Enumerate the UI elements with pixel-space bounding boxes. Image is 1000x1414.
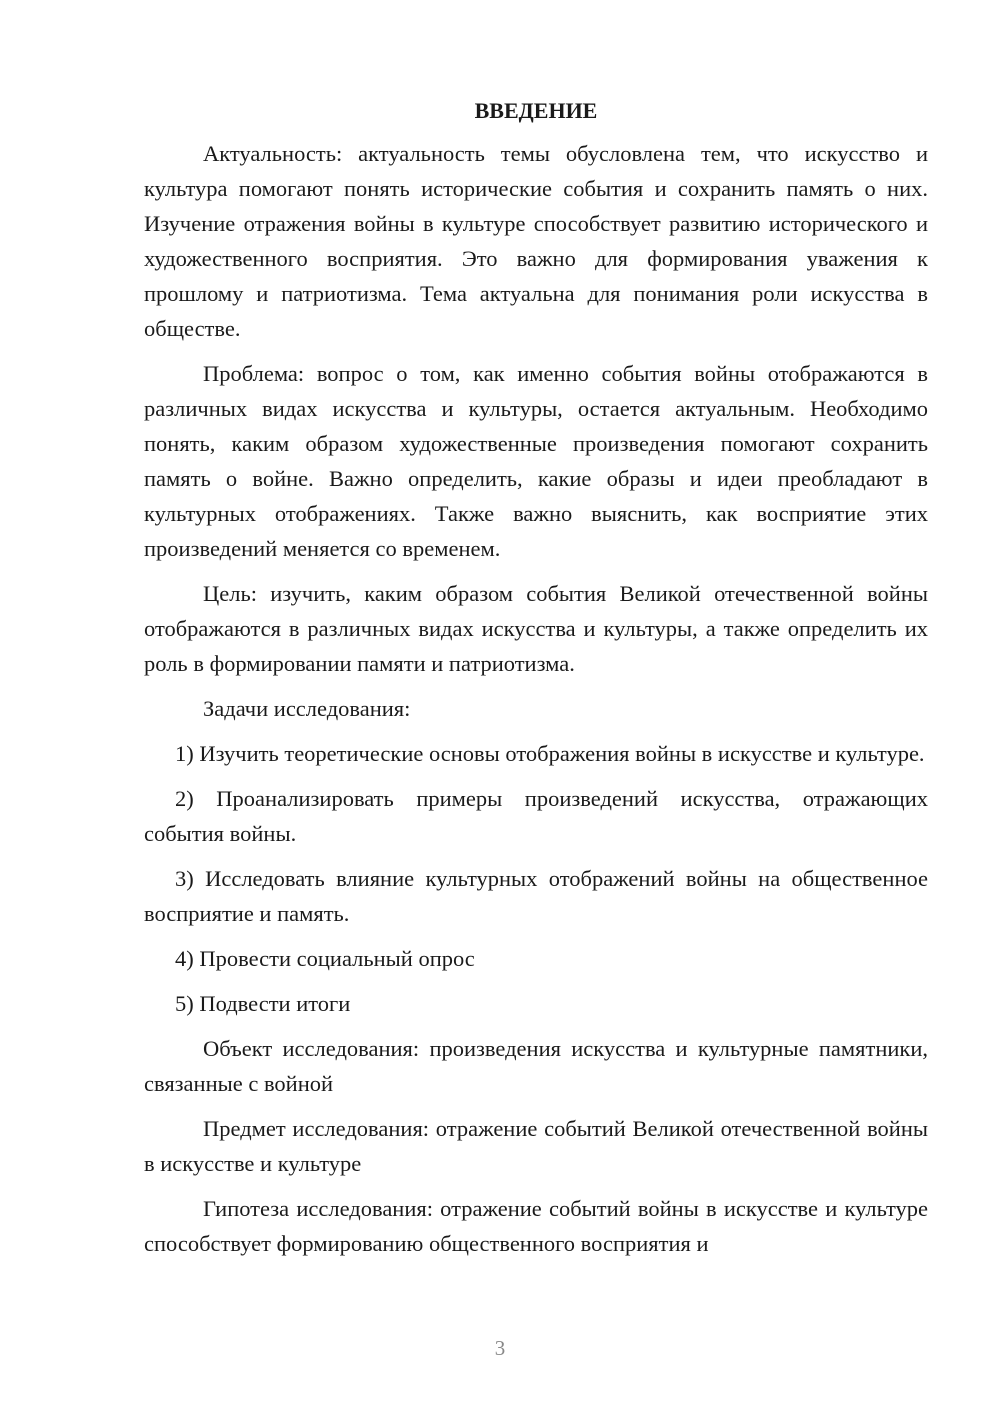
task-item-3: 3) Исследовать влияние культурных отображений войны на общественное восприятие и память.	[144, 866, 928, 926]
tasks-heading: Задачи исследования:	[203, 696, 411, 721]
task-item-4: 4) Провести социальный опрос	[175, 946, 475, 971]
subject-paragraph: Предмет исследования: отражение событий Великой отечественной войны в искусстве и культуре	[144, 1116, 928, 1176]
task-item-2: 2) Проанализировать примеры произведений искусства, отражающих события войны.	[144, 786, 928, 846]
relevance-paragraph: Актуальность: актуальность темы обусловлена тем, что искусство и культура помогают понять исторические события и сохранить память о них. Изучение отражения войны в культуре способствует развитию исторического и художественного восприятия. Это важно для формирования уважения к прошлому и патриотизма. Тема актуальна для понимания роли искусства в обществе.	[144, 141, 928, 341]
section-title: ВВЕДЕНИЕ	[474, 98, 598, 123]
hypothesis-paragraph: Гипотеза исследования: отражение событий войны в искусстве и культуре способствует формированию общественного восприятия и	[144, 1196, 928, 1256]
document-page	[144, 96, 928, 1271]
page-number: 3	[494, 1336, 506, 1360]
object-paragraph: Объект исследования: произведения искусства и культурные памятники, связанные с войной	[144, 1036, 928, 1096]
goal-paragraph: Цель: изучить, каким образом события Великой отечественной войны отображаются в различных видах искусства и культуры, а также определить их роль в формировании памяти и патриотизма.	[144, 581, 928, 676]
problem-paragraph: Проблема: вопрос о том, как именно события войны отображаются в различных видах искусства и культуры, остается актуальным. Необходимо понять, каким образом художественные произведения помогают сохранить память о войне. Важно определить, какие образы и идеи преобладают в культурных отображениях. Также важно выяснить, как восприятие этих произведений меняется со временем.	[144, 361, 928, 561]
task-item-5: 5) Подвести итоги	[175, 991, 351, 1016]
task-item-1: 1) Изучить теоретические основы отображения войны в искусстве и культуре.	[175, 741, 925, 766]
